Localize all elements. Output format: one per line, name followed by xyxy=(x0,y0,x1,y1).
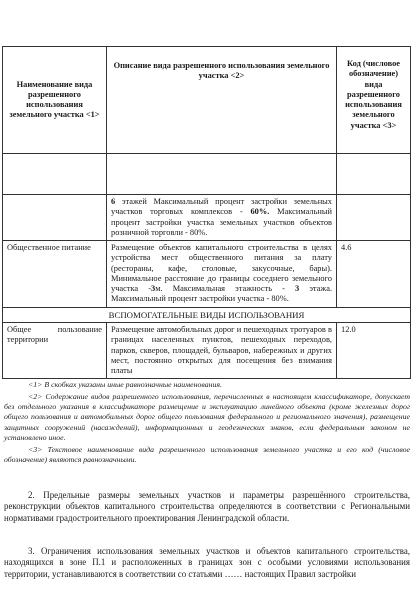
use-name-territory: Общее пользование территории xyxy=(3,323,107,379)
table-row-territory xyxy=(3,323,411,379)
paragraph-3 xyxy=(4,546,410,580)
table-spacer-row xyxy=(3,154,411,195)
footnote-3: <3> Текстовое наименование вида разрешенного использования земельного участка и его код (числовое обозначение) являются равнозначными. xyxy=(4,444,410,464)
use-code-catering: 4.6 xyxy=(337,241,411,308)
paragraph-3-text: 3. Ограничения использования земельных участков и объектов капитального строительства, находящихся в зоне П.1 и расположенных в границах зон с особыми условиями использования территории, устанавливаются в соответствии со статьями …… настоящих Правил застройки xyxy=(4,546,410,579)
section-heading-auxiliary: ВСПОМОГАТЕЛЬНЫЕ ВИДЫ ИСПОЛЬЗОВАНИЯ xyxy=(3,307,411,323)
header-use-code: Код (числовое обозначение) вида разрешенного использования земельного участка <3> xyxy=(337,47,411,154)
use-description-territory: Размещение автомобильных дорог и пешеходных тротуаров в границах населенных пунктов, пешеходных переходов, парков, скверов, площадей, бульваров, набережных и других мест, постоянно открытых для посещения без взимания платы xyxy=(107,323,337,379)
header-use-name: Наименование вида разрешенного использования земельного участка <1> xyxy=(3,47,107,154)
table-header-row xyxy=(3,47,411,154)
table-section-row xyxy=(3,307,411,323)
footnote-1: <1> В скобках указаны иные равнозначные наименования. xyxy=(28,380,222,389)
header-use-description: Описание вида разрешенного использования земельного участка <2> xyxy=(107,47,337,154)
footnote-2: <2> Содержание видов разрешенного использования, перечисленных в настоящем классификаторе, допускает без отдельного указания в классификаторе размещение и эксплуатацию линейного объекта (кроме железных дорог общего пользования и автомобильных дорог общего пользования федерального и регионального значения), размещение защитных сооружений (насаждений), информационных и геодезических знаков, если федеральным законом не установлено иное. xyxy=(4,392,410,442)
continued-description: 6 этажей Максимальный процент застройки земельных участков торговых комплексов - 60%. Максимальный процент застройки участка земельных участков объектов розничной торговли - 80%. xyxy=(107,195,337,241)
footnotes xyxy=(4,380,410,467)
use-name-catering: Общественное питание xyxy=(3,241,107,308)
use-code-territory: 12.0 xyxy=(337,323,411,379)
paragraph-2-text: 2. Предельные размеры земельных участков и параметры разрешённого строительства, реконструкции объектов капитального строительства определяются в соответствии с Региональными нормативами градостроительного проектирования Ленинградской области. xyxy=(4,490,410,523)
table-row-continued xyxy=(3,195,411,241)
use-description-catering: Размещение объектов капитального строительства в целях устройства мест общественного питания за плату (рестораны, кафе, столовые, закусочные, бары). Минимальное расстояние до границы соседнего земельного участка -3м. Максимальная этажность - 3 этажа. Максимальный процент застройки участка - 80%. xyxy=(107,241,337,308)
land-use-table xyxy=(2,46,411,379)
paragraph-2 xyxy=(4,490,410,524)
table-row-catering xyxy=(3,241,411,308)
